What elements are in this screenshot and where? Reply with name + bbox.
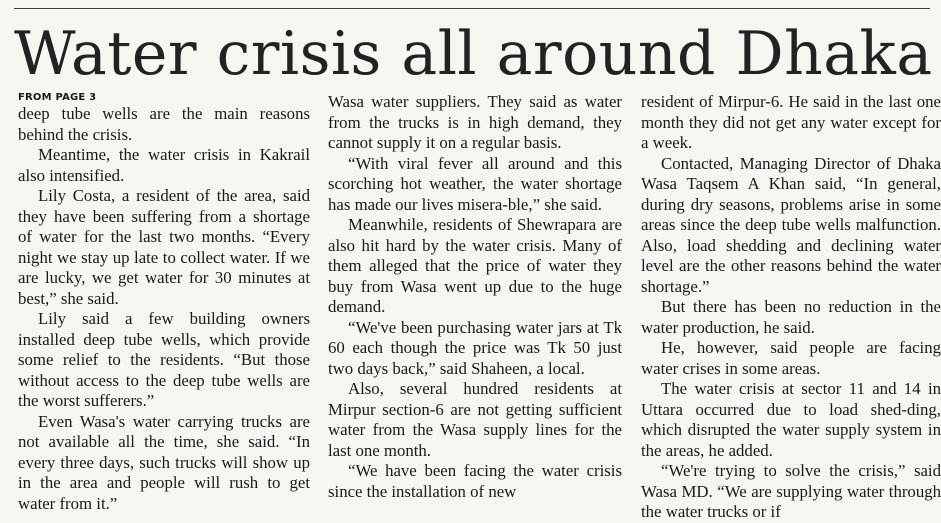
article-column-1 [18, 92, 310, 513]
paragraph: Lily Costa, a resident of the area, said they have been suffering from a shortage of water for the last two months. “Every night we stay up late to collect water. If we are lucky, we get water for 30 minutes at best,” she said. [18, 186, 310, 308]
paragraph: “With viral fever all around and this scorching hot weather, the water shortage has made our lives misera-ble,” she said. [328, 153, 622, 214]
kicker-from-page: FROM PAGE 3 [18, 92, 97, 103]
paragraph: Meanwhile, residents of Shewrapara are also hit hard by the water crisis. Many of them alleged that the price of water they buy from Wasa went up due to the huge demand. [328, 215, 622, 316]
paragraph: Also, several hundred residents at Mirpur section-6 are not getting sufficient water from the Wasa supply lines for the last one month. [328, 379, 622, 460]
paragraph: “We have been facing the water crisis since the installation of new [328, 461, 622, 501]
paragraph: He, however, said people are facing water crises in some areas. [641, 338, 941, 378]
paragraph: “We've been purchasing water jars at Tk 60 each though the price was Tk 50 just two days back,” said Shaheen, a local. [328, 317, 622, 378]
paragraph: Wasa water suppliers. They said as water from the trucks is in high demand, they cannot supply it on a regular basis. [328, 92, 622, 152]
paragraph: Even Wasa's water carrying trucks are not available all the time, she said. “In every three days, such trucks will show up in the area and people will rush to get water from it.” [18, 411, 310, 513]
paragraph: Contacted, Managing Director of Dhaka Wasa Taqsem A Khan said, “In general, during dry seasons, problems arise in some areas since the deep tube wells malfunction. Also, load shedding and declining water level are the other reasons behind the water shortage.” [641, 153, 941, 296]
paragraph: But there has been no reduction in the water production, he said. [641, 297, 941, 337]
article-column-3 [641, 92, 941, 521]
paragraph: The water crisis at sector 11 and 14 in Uttara occurred due to load shed-ding, which disrupted the water supply system in the areas, he added. [641, 379, 941, 460]
headline: Water crisis all around Dhaka [14, 19, 933, 89]
paragraph: resident of Mirpur-6. He said in the last one month they did not get any water except for a week. [641, 92, 941, 152]
top-rule [14, 8, 930, 9]
paragraph: Meantime, the water crisis in Kakrail also intensified. [18, 145, 310, 185]
paragraph: deep tube wells are the main reasons behind the crisis. [18, 104, 310, 144]
article-column-2 [328, 92, 622, 501]
paragraph: “We're trying to solve the crisis,” said Wasa MD. “We are supplying water through the water trucks or if [641, 461, 941, 521]
paragraph: Lily said a few building owners installed deep tube wells, which provide some relief to the residents. “But those without access to the deep tube wells are the worst sufferers.” [18, 309, 310, 410]
